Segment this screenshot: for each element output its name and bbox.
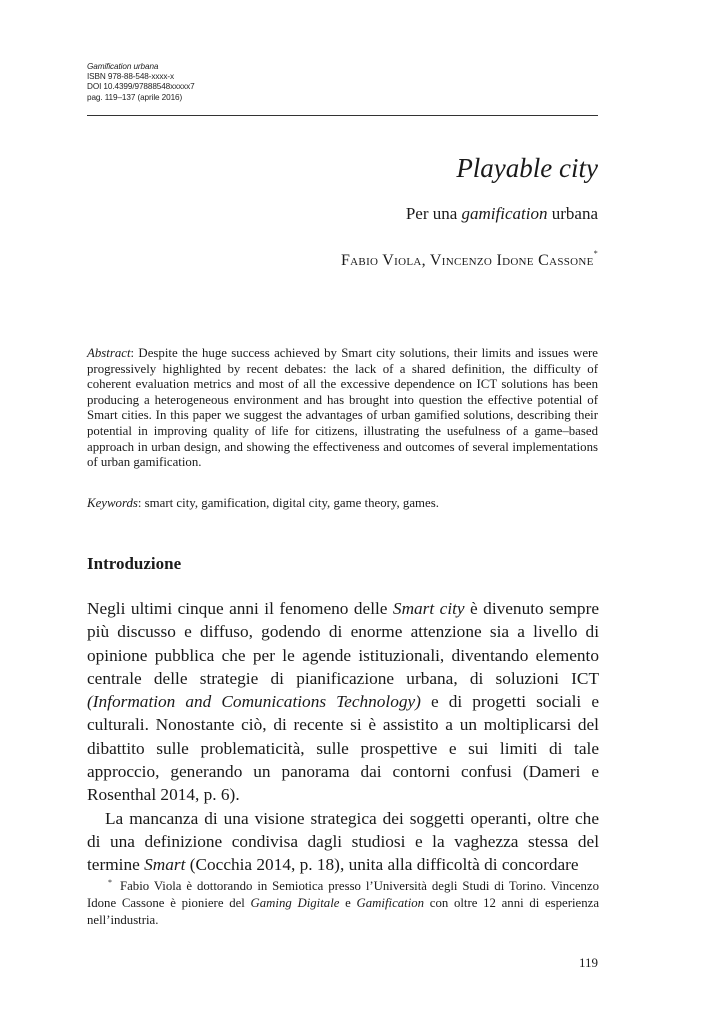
p2-text-2: (Cocchia 2014, p. 18), unita alla difficoltà di concordare bbox=[185, 855, 579, 875]
p2-italic-1: Smart bbox=[144, 855, 186, 875]
keywords-text: : smart city, gamification, digital city, game theory, games. bbox=[137, 496, 439, 510]
footnote bbox=[87, 874, 599, 929]
subtitle-post: urbana bbox=[547, 204, 598, 223]
series-title: Gamification urbana bbox=[87, 62, 159, 71]
p1-text-1: Negli ultimi cinque anni il fenomeno delle bbox=[87, 599, 393, 618]
subtitle-pre: Per una bbox=[405, 204, 462, 223]
keywords bbox=[87, 495, 598, 511]
doi: DOI 10.4399/97888548xxxxx7 bbox=[87, 82, 195, 92]
paragraph-2 bbox=[87, 807, 599, 877]
p1-text-2: è divenuto sempre più discusso e diffuso, godendo di enorme attenzione sia a livello di opinione pubblica che per le agende istituzionali, diventando elemento centrale delle strategie di pianificazione urbana, di soluzioni ICT bbox=[87, 599, 599, 688]
paper-title: Playable city bbox=[456, 153, 598, 183]
body-text bbox=[87, 597, 599, 877]
page-number: 119 bbox=[578, 955, 598, 970]
authors bbox=[341, 243, 598, 272]
author-footnote-mark: * bbox=[593, 249, 598, 258]
header-rule bbox=[87, 115, 598, 116]
keywords-label: Keywords bbox=[87, 496, 138, 510]
fn-italic-1: Gaming Digitale bbox=[250, 896, 340, 910]
page-range: pag. 119–137 (aprile 2016) bbox=[87, 92, 183, 102]
paragraph-1 bbox=[87, 597, 599, 807]
author-names: Fabio Viola, Vincenzo Idone Cassone bbox=[340, 252, 594, 269]
abstract-text: : Despite the huge success achieved by Smart city solutions, their limits and issues were progressively highlighted by recent debates: the lack of a shared definition, the difficulty of coherent evaluation metrics and most of all the excessive dependence on ICT solutions has been producing a heterogeneous environment and has brought into question the effective potential of Smart cities. In this paper we suggest the advantages of urban gamified solutions, describing their potential in improving quality of life for citizens, illustrating the usefulness of a game–based approach in urban design, and showing the effectiveness and outcomes of several implementations of urban gamification. bbox=[87, 346, 598, 470]
fn-italic-2: Gamification bbox=[356, 896, 425, 910]
p1-italic-1: Smart city bbox=[392, 599, 465, 618]
footnote-mark: * bbox=[108, 878, 112, 887]
p1-text-3: e di progetti sociali e culturali. Nonostante ciò, di recente si è assistito a un moltiplicarsi del dibattito sulle problematicità, sulle prospettive e sui limiti di tale approccio, generando un panorama dai contorni confusi (Dameri e Rosenthal 2014, p. 6). bbox=[87, 692, 599, 805]
p2-text-1: La mancanza di una visione strategica dei soggetti operanti, oltre che di una definizione condivisa dagli studiosi e la vaghezza stessa del termine bbox=[87, 808, 599, 875]
publication-metadata bbox=[87, 62, 195, 103]
isbn: ISBN 978-88-548-xxxx-x bbox=[87, 72, 174, 82]
section-heading: Introduzione bbox=[87, 554, 182, 573]
p1-italic-2: (Information and Comunications Technology) bbox=[87, 692, 421, 712]
footnote-text bbox=[87, 874, 599, 929]
fn-text-1: Fabio Viola è dottorando in Semiotica presso l’Università degli Studi di Torino. Vincenzo Idone Cassone è pioniere del bbox=[87, 879, 599, 910]
subtitle-italic: gamification bbox=[461, 204, 548, 223]
paper-subtitle bbox=[406, 203, 598, 225]
fn-text-3: con oltre 12 anni di esperienza nell’industria. bbox=[87, 896, 599, 927]
abstract-label: Abstract bbox=[87, 346, 131, 360]
abstract bbox=[87, 346, 598, 471]
fn-text-2: e bbox=[339, 896, 357, 910]
